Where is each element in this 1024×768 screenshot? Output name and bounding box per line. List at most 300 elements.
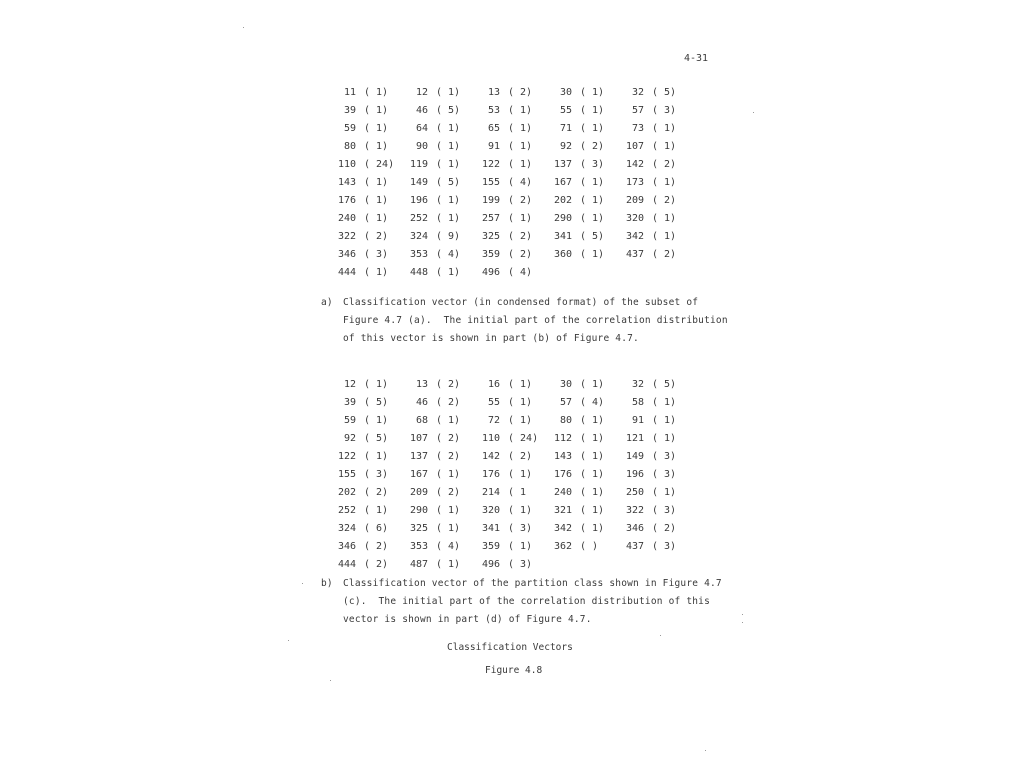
table-a-count: ( 3): [652, 105, 677, 116]
table-a-count: ( 2): [652, 249, 677, 260]
table-a-entry: [328, 264, 388, 282]
table-b-index: 57: [559, 397, 572, 408]
table-a-entry: [544, 102, 604, 120]
table-b-index: 107: [409, 433, 428, 444]
table-a-entry: [400, 174, 460, 192]
table-b-count: ( 4): [580, 397, 605, 408]
table-b-entry: [544, 394, 604, 412]
table-b-index: 290: [409, 505, 428, 516]
classification-table-b: [328, 376, 698, 574]
table-a-entry: [328, 174, 388, 192]
table-b-entry: [328, 466, 388, 484]
table-b-count: ( ): [580, 541, 599, 552]
table-b-count: ( 3): [508, 523, 533, 534]
table-b-count: ( 3): [652, 505, 677, 516]
table-b-row: [328, 520, 698, 538]
table-b-entry: [400, 484, 460, 502]
table-a-entry: [328, 246, 388, 264]
scan-speck: [742, 614, 743, 615]
scan-speck: [330, 680, 331, 681]
table-b-count: ( 2): [364, 541, 389, 552]
table-a-entry: [544, 120, 604, 138]
table-a-count: ( 1): [580, 105, 605, 116]
table-a-count: ( 1): [436, 159, 461, 170]
table-b-row: [328, 394, 698, 412]
table-b-count: ( 4): [436, 541, 461, 552]
table-b-index: 80: [559, 415, 572, 426]
table-b-index: 16: [487, 379, 500, 390]
table-a-index: 92: [559, 141, 572, 152]
table-b-row: [328, 448, 698, 466]
caption-a-line: Figure 4.7 (a). The initial part of the correlation distribution: [343, 315, 728, 326]
table-a-entry: [472, 120, 532, 138]
table-a-count: ( 1): [436, 87, 461, 98]
table-a-entry: [472, 246, 532, 264]
table-b-index: 143: [553, 451, 572, 462]
table-b-count: ( 1): [580, 379, 605, 390]
table-b-entry: [400, 556, 460, 574]
table-a-entry: [544, 156, 604, 174]
table-a-count: ( 1): [364, 213, 389, 224]
table-b-count: ( 1): [364, 505, 389, 516]
table-a-index: 12: [415, 87, 428, 98]
table-b-entry: [472, 502, 532, 520]
table-b-entry: [472, 556, 532, 574]
table-b-entry: [328, 556, 388, 574]
table-a-count: ( 1): [436, 141, 461, 152]
table-b-entry: [616, 412, 676, 430]
table-a-entry: [328, 102, 388, 120]
table-a-entry: [328, 138, 388, 156]
table-a-count: ( 2): [508, 231, 533, 242]
table-a-count: ( 2): [652, 195, 677, 206]
table-a-row: [328, 192, 698, 210]
table-b-entry: [544, 448, 604, 466]
table-a-entry: [616, 174, 676, 192]
table-b-row: [328, 538, 698, 556]
table-b-count: ( 1): [364, 415, 389, 426]
table-a-index: 110: [337, 159, 356, 170]
table-b-entry: [328, 484, 388, 502]
table-a-count: ( 1): [652, 231, 677, 242]
table-a-count: ( 1): [364, 87, 389, 98]
table-b-entry: [544, 484, 604, 502]
table-a-entry: [328, 192, 388, 210]
figure-number: Figure 4.8: [485, 665, 543, 676]
table-a-count: ( 1): [436, 213, 461, 224]
table-a-index: 199: [481, 195, 500, 206]
table-a-index: 437: [625, 249, 644, 260]
table-b-entry: [472, 484, 526, 502]
table-b-row: [328, 502, 698, 520]
table-a-row: [328, 120, 698, 138]
table-a-entry: [400, 264, 460, 282]
table-b-index: 137: [409, 451, 428, 462]
table-b-entry: [544, 412, 604, 430]
table-a-count: ( 9): [436, 231, 461, 242]
table-b-count: ( 6): [364, 523, 389, 534]
table-a-index: 32: [631, 87, 644, 98]
table-b-index: 121: [625, 433, 644, 444]
table-a-index: 176: [337, 195, 356, 206]
table-b-entry: [472, 520, 532, 538]
table-a-index: 346: [337, 249, 356, 260]
table-b-row: [328, 430, 698, 448]
table-b-count: ( 1): [652, 397, 677, 408]
table-b-index: 72: [487, 415, 500, 426]
table-b-index: 122: [337, 451, 356, 462]
table-b-index: 322: [625, 505, 644, 516]
table-a-entry: [472, 156, 532, 174]
table-a-entry: [616, 120, 676, 138]
table-b-entry: [544, 502, 604, 520]
table-a-row: [328, 228, 698, 246]
table-b-entry: [472, 430, 538, 448]
table-a-count: ( 3): [580, 159, 605, 170]
table-a-entry: [472, 174, 532, 192]
table-a-entry: [616, 192, 676, 210]
table-a-count: ( 1): [364, 267, 389, 278]
table-b-index: 142: [481, 451, 500, 462]
table-b-index: 32: [631, 379, 644, 390]
table-a-index: 209: [625, 195, 644, 206]
table-a-index: 91: [487, 141, 500, 152]
table-a-entry: [400, 84, 460, 102]
table-b-index: 13: [415, 379, 428, 390]
table-b-entry: [472, 412, 532, 430]
table-a-index: 122: [481, 159, 500, 170]
table-a-row: [328, 174, 698, 192]
table-a-count: ( 5): [580, 231, 605, 242]
table-b-count: ( 2): [436, 433, 461, 444]
table-a-entry: [544, 84, 604, 102]
table-b-index: 155: [337, 469, 356, 480]
caption-b: [321, 575, 722, 629]
table-b-index: 110: [481, 433, 500, 444]
table-b-entry: [328, 502, 388, 520]
table-b-index: 487: [409, 559, 428, 570]
table-b-index: 58: [631, 397, 644, 408]
table-a-index: 359: [481, 249, 500, 260]
table-b-entry: [616, 520, 676, 538]
table-a-count: ( 1): [364, 177, 389, 188]
table-b-index: 362: [553, 541, 572, 552]
table-b-count: ( 1): [652, 487, 677, 498]
caption-a-line: of this vector is shown in part (b) of Figure 4.7.: [343, 333, 639, 344]
table-b-count: ( 2): [364, 487, 389, 498]
table-b-count: ( 5): [364, 433, 389, 444]
table-a-count: ( 1): [652, 177, 677, 188]
table-b-count: ( 1): [580, 523, 605, 534]
table-b-entry: [544, 466, 604, 484]
table-a-index: 173: [625, 177, 644, 188]
table-b-count: ( 1): [508, 397, 533, 408]
table-a-entry: [616, 102, 676, 120]
table-b-index: 167: [409, 469, 428, 480]
table-b-row: [328, 484, 698, 502]
table-a-count: ( 4): [508, 267, 533, 278]
table-a-count: ( 24): [364, 159, 395, 170]
table-b-entry: [400, 538, 460, 556]
table-b-entry: [544, 376, 604, 394]
table-b-count: ( 1): [652, 415, 677, 426]
table-a-index: 71: [559, 123, 572, 134]
table-b-entry: [400, 520, 460, 538]
table-b-entry: [544, 538, 598, 556]
table-b-entry: [400, 466, 460, 484]
table-a-index: 496: [481, 267, 500, 278]
table-b-index: 346: [337, 541, 356, 552]
table-b-index: 240: [553, 487, 572, 498]
table-a-index: 290: [553, 213, 572, 224]
caption-b-line: Classification vector of the partition class shown in Figure 4.7: [343, 578, 722, 589]
table-a-entry: [328, 210, 388, 228]
table-b-index: 30: [559, 379, 572, 390]
table-a-count: ( 2): [364, 231, 389, 242]
table-a-index: 240: [337, 213, 356, 224]
table-a-index: 324: [409, 231, 428, 242]
table-b-index: 149: [625, 451, 644, 462]
table-b-count: ( 1): [364, 379, 389, 390]
table-a-entry: [616, 84, 676, 102]
table-a-index: 322: [337, 231, 356, 242]
table-b-entry: [616, 394, 676, 412]
table-b-count: ( 2): [436, 397, 461, 408]
table-b-count: ( 1): [436, 559, 461, 570]
table-a-count: ( 1): [580, 87, 605, 98]
table-b-index: 325: [409, 523, 428, 534]
table-a-index: 257: [481, 213, 500, 224]
table-a-index: 65: [487, 123, 500, 134]
table-a-count: ( 1): [508, 141, 533, 152]
table-b-entry: [328, 520, 388, 538]
table-a-entry: [616, 156, 676, 174]
table-a-entry: [616, 246, 676, 264]
table-a-index: 46: [415, 105, 428, 116]
table-b-row: [328, 556, 698, 574]
table-a-index: 90: [415, 141, 428, 152]
table-b-row: [328, 376, 698, 394]
table-b-entry: [472, 394, 532, 412]
table-a-index: 142: [625, 159, 644, 170]
table-b-entry: [472, 538, 532, 556]
table-b-index: 250: [625, 487, 644, 498]
table-b-index: 12: [343, 379, 356, 390]
table-b-index: 55: [487, 397, 500, 408]
table-a-count: ( 1): [508, 123, 533, 134]
table-a-count: ( 2): [508, 87, 533, 98]
table-b-index: 359: [481, 541, 500, 552]
table-b-entry: [328, 430, 388, 448]
table-b-entry: [616, 502, 676, 520]
table-b-count: ( 2): [436, 379, 461, 390]
table-b-entry: [328, 448, 388, 466]
caption-a-letter: a): [321, 297, 333, 308]
table-a-entry: [472, 84, 532, 102]
table-b-count: ( 1): [580, 451, 605, 462]
table-b-count: ( 1): [364, 451, 389, 462]
table-a-count: ( 1): [436, 123, 461, 134]
table-a-count: ( 4): [436, 249, 461, 260]
table-a-count: ( 2): [580, 141, 605, 152]
table-b-count: ( 2): [508, 451, 533, 462]
table-b-count: ( 1): [436, 415, 461, 426]
table-b-entry: [544, 520, 604, 538]
table-a-row: [328, 210, 698, 228]
table-b-index: 496: [481, 559, 500, 570]
table-b-count: ( 1: [508, 487, 527, 498]
table-a-entry: [472, 192, 532, 210]
table-a-index: 143: [337, 177, 356, 188]
table-b-entry: [328, 376, 388, 394]
table-a-count: ( 2): [508, 195, 533, 206]
table-b-row: [328, 412, 698, 430]
table-b-count: ( 1): [436, 469, 461, 480]
table-a-row: [328, 102, 698, 120]
table-a-row: [328, 156, 698, 174]
table-b-entry: [400, 430, 460, 448]
table-b-index: 437: [625, 541, 644, 552]
table-a-index: 353: [409, 249, 428, 260]
table-b-entry: [328, 394, 388, 412]
table-b-entry: [400, 376, 460, 394]
table-a-count: ( 5): [652, 87, 677, 98]
table-b-index: 341: [481, 523, 500, 534]
table-a-count: ( 1): [580, 177, 605, 188]
table-a-index: 341: [553, 231, 572, 242]
table-b-index: 444: [337, 559, 356, 570]
table-a-index: 448: [409, 267, 428, 278]
table-a-entry: [328, 228, 388, 246]
table-b-index: 321: [553, 505, 572, 516]
table-a-index: 119: [409, 159, 428, 170]
table-a-row: [328, 264, 698, 282]
table-a-index: 11: [343, 87, 356, 98]
table-b-entry: [616, 448, 676, 466]
table-a-index: 80: [343, 141, 356, 152]
scan-speck: [302, 583, 303, 584]
table-a-index: 202: [553, 195, 572, 206]
table-a-entry: [400, 192, 460, 210]
table-a-index: 325: [481, 231, 500, 242]
table-a-entry: [616, 210, 676, 228]
table-b-index: 39: [343, 397, 356, 408]
table-b-index: 92: [343, 433, 356, 444]
table-a-count: ( 2): [508, 249, 533, 260]
table-b-count: ( 5): [652, 379, 677, 390]
table-a-count: ( 3): [364, 249, 389, 260]
table-b-count: ( 1): [436, 505, 461, 516]
table-b-count: ( 1): [580, 487, 605, 498]
table-b-index: 342: [553, 523, 572, 534]
table-a-index: 137: [553, 159, 572, 170]
table-a-entry: [544, 246, 604, 264]
caption-b-letter: b): [321, 578, 333, 589]
table-a-index: 55: [559, 105, 572, 116]
table-a-entry: [328, 120, 388, 138]
table-b-count: ( 2): [436, 487, 461, 498]
table-a-entry: [400, 138, 460, 156]
table-b-count: ( 3): [652, 469, 677, 480]
table-a-index: 57: [631, 105, 644, 116]
table-b-index: 68: [415, 415, 428, 426]
table-a-entry: [400, 228, 460, 246]
table-b-entry: [616, 466, 676, 484]
table-a-entry: [328, 84, 388, 102]
table-b-count: ( 1): [508, 505, 533, 516]
table-a-count: ( 1): [364, 141, 389, 152]
table-b-count: ( 2): [652, 523, 677, 534]
table-b-entry: [472, 448, 532, 466]
table-a-row: [328, 84, 698, 102]
table-b-count: ( 24): [508, 433, 539, 444]
table-a-index: 149: [409, 177, 428, 188]
table-b-count: ( 1): [508, 415, 533, 426]
table-a-count: ( 1): [364, 123, 389, 134]
table-b-index: 196: [625, 469, 644, 480]
scan-speck: [753, 112, 754, 113]
table-b-index: 346: [625, 523, 644, 534]
table-a-count: ( 1): [580, 195, 605, 206]
table-a-count: ( 1): [436, 195, 461, 206]
table-b-count: ( 1): [580, 433, 605, 444]
table-b-index: 91: [631, 415, 644, 426]
table-b-index: 46: [415, 397, 428, 408]
table-b-count: ( 1): [580, 415, 605, 426]
table-a-count: ( 1): [580, 123, 605, 134]
table-b-count: ( 3): [364, 469, 389, 480]
scan-speck: [705, 750, 706, 751]
table-b-entry: [328, 538, 388, 556]
scan-speck: [660, 635, 661, 636]
caption-b-line: (c). The initial part of the correlation distribution of this: [343, 596, 711, 607]
table-a-count: ( 1): [508, 159, 533, 170]
table-a-entry: [472, 102, 532, 120]
table-a-count: ( 2): [652, 159, 677, 170]
table-b-entry: [400, 412, 460, 430]
table-a-count: ( 1): [508, 105, 533, 116]
caption-a-line: Classification vector (in condensed format) of the subset of: [343, 297, 699, 308]
table-a-index: 30: [559, 87, 572, 98]
table-a-index: 13: [487, 87, 500, 98]
table-a-entry: [544, 174, 604, 192]
table-a-index: 59: [343, 123, 356, 134]
table-b-index: 209: [409, 487, 428, 498]
table-a-entry: [544, 228, 604, 246]
table-a-count: ( 5): [436, 105, 461, 116]
table-b-count: ( 1): [436, 523, 461, 534]
table-b-count: ( 2): [364, 559, 389, 570]
table-b-count: ( 3): [652, 451, 677, 462]
table-a-count: ( 1): [652, 141, 677, 152]
table-a-index: 39: [343, 105, 356, 116]
table-b-row: [328, 466, 698, 484]
table-a-entry: [472, 264, 532, 282]
table-a-count: ( 1): [364, 105, 389, 116]
table-a-count: ( 1): [580, 249, 605, 260]
table-b-index: 214: [481, 487, 500, 498]
table-b-entry: [616, 430, 676, 448]
table-a-count: ( 1): [580, 213, 605, 224]
table-a-entry: [472, 210, 532, 228]
table-a-count: ( 1): [364, 195, 389, 206]
table-b-index: 59: [343, 415, 356, 426]
table-a-entry: [400, 120, 460, 138]
table-b-entry: [616, 484, 676, 502]
table-b-index: 176: [553, 469, 572, 480]
classification-table-a: [328, 84, 698, 282]
table-b-entry: [328, 412, 388, 430]
